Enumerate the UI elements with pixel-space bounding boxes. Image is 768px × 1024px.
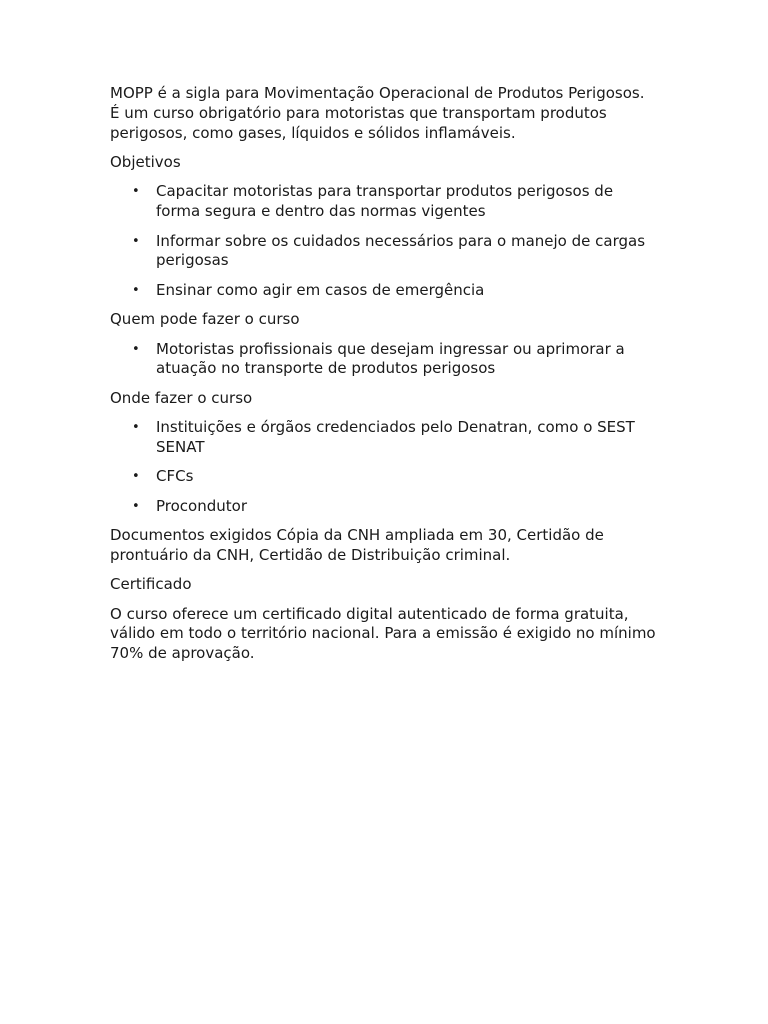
onde-list (110, 418, 658, 516)
list-item (132, 182, 658, 222)
bullet-icon: • (132, 282, 140, 298)
list-item-text: Instituições e órgãos credenciados pelo Denatran, como o SEST SENAT (156, 418, 635, 456)
list-item-text: Motoristas profissionais que desejam ingressar ou aprimorar a atuação no transporte de produtos perigosos (156, 339, 625, 378)
certificado-heading: Certificado (110, 575, 192, 594)
bullet-icon: • (132, 233, 140, 249)
list-item (132, 339, 658, 380)
list-item-text: Procondutor (156, 496, 247, 515)
list-item (132, 496, 658, 517)
list-item-text: CFCs (156, 467, 194, 486)
objetivos-list (110, 182, 658, 300)
bullet-icon: • (132, 341, 140, 357)
list-item (132, 418, 658, 458)
quem-heading: Quem pode fazer o curso (110, 310, 300, 329)
list-item-text: Ensinar como agir em casos de emergência (156, 280, 485, 299)
certificado-paragraph: O curso oferece um certificado digital autenticado de forma gratuita, válido em todo o território nacional. Para a emissão é exigido no mínimo 70% de aprovação. (110, 604, 656, 663)
list-item (132, 231, 658, 272)
documentos-paragraph: Documentos exigidos Cópia da CNH ampliada em 30, Certidão de prontuário da CNH, Certidão de Distribuição criminal. (110, 526, 604, 564)
quem-list (110, 340, 658, 380)
onde-heading: Onde fazer o curso (110, 388, 253, 407)
bullet-icon: • (132, 420, 140, 436)
list-item (132, 467, 658, 487)
bullet-icon: • (132, 184, 140, 200)
objetivos-heading: Objetivos (110, 152, 181, 171)
list-item (132, 280, 658, 301)
intro-paragraph: MOPP é a sigla para Movimentação Operacional de Produtos Perigosos. É um curso obrigatório para motoristas que transportam produtos perigosos, como gases, líquidos e sólidos inflamáveis. (110, 84, 645, 142)
list-item-text: Informar sobre os cuidados necessários para o manejo de cargas perigosas (156, 231, 646, 270)
bullet-icon: • (132, 469, 140, 485)
bullet-icon: • (132, 498, 140, 514)
list-item-text: Capacitar motoristas para transportar produtos perigosos de forma segura e dentro das normas vigentes (156, 182, 614, 221)
